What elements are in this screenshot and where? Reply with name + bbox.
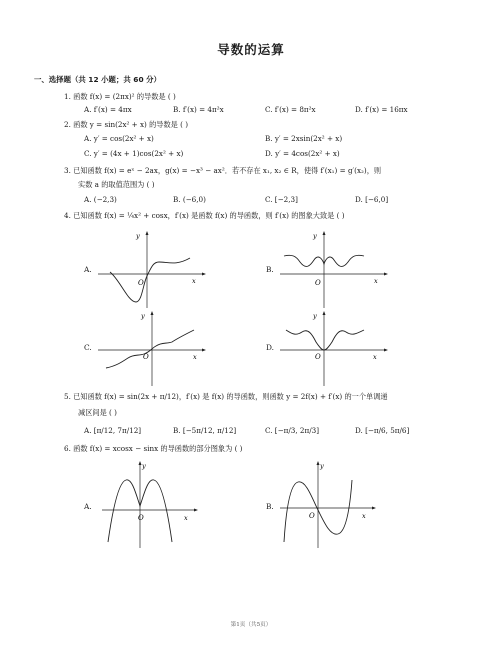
q4-graph-c[interactable] xyxy=(96,308,208,388)
axis-x-label: x xyxy=(192,277,196,285)
axis-x-label: x xyxy=(193,353,197,361)
q1-option-c[interactable]: C. f′(x) = 8π²x xyxy=(265,105,316,114)
q2-option-c[interactable]: C. y′ = (4x + 1)cos(2x² + x) xyxy=(84,149,184,158)
q4-stem: 4. 已知函数 f(x) = ¼x² + cosx，f′(x) 是函数 f(x) 的导函数，则 f′(x) 的图象大致是 ( ) xyxy=(64,211,345,220)
q4-label-a[interactable]: A. xyxy=(84,265,92,274)
axis-origin-label: O xyxy=(138,279,144,287)
q1-option-a[interactable]: A. f′(x) = 4πx xyxy=(84,105,132,114)
q4-label-b[interactable]: B. xyxy=(266,265,274,274)
q6-graph-b[interactable] xyxy=(278,458,378,550)
q6-label-a[interactable]: A. xyxy=(84,502,92,511)
axis-x-label: x xyxy=(362,512,366,520)
axis-x-label: x xyxy=(374,277,378,285)
axis-origin-label: O xyxy=(315,279,321,287)
q3-option-b[interactable]: B. (−6,0) xyxy=(173,195,206,204)
axis-y-label: y xyxy=(142,462,146,470)
axis-x-label: x xyxy=(373,353,377,361)
q3-stem-line2: 实数 a 的取值范围为 ( ) xyxy=(78,180,155,189)
q6-label-b[interactable]: B. xyxy=(266,502,274,511)
q5-stem-line1: 5. 已知函数 f(x) = sin(2x + π/12)，f′(x) 是 f(x) 的导函数，则函数 y = 2f(x) + f′(x) 的一个单调递 xyxy=(64,392,388,401)
q5-option-a[interactable]: A. [π/12, 7π/12] xyxy=(84,426,142,435)
q4-graph-b[interactable] xyxy=(278,228,390,310)
section-heading: 一、选择题（共 12 小题；共 60 分） xyxy=(34,75,161,84)
q3-option-d[interactable]: D. [−6,0] xyxy=(355,195,389,204)
axis-y-label: y xyxy=(136,232,140,240)
q5-option-b[interactable]: B. [−5π/12, π/12] xyxy=(173,426,237,435)
q3-stem-line1: 3. 已知函数 f(x) = eˣ − 2ax，g(x) = −x³ − ax²．若不存在 x₁, x₂ ∈ R，使得 f′(x₁) = g′(x₂)，则 xyxy=(64,166,382,175)
axis-origin-label: O xyxy=(315,353,321,361)
axis-y-label: y xyxy=(313,232,317,240)
q1-stem: 1. 函数 f(x) = (2πx)² 的导数是 ( ) xyxy=(64,92,176,101)
page-footer: 第1页（共5页） xyxy=(230,622,272,628)
q6-graph-a[interactable] xyxy=(100,458,200,550)
axis-y-label: y xyxy=(320,462,324,470)
axis-x-label: x xyxy=(184,514,188,522)
axis-origin-label: O xyxy=(138,514,144,522)
axis-origin-label: O xyxy=(143,353,149,361)
q2-option-a[interactable]: A. y′ = cos(2x² + x) xyxy=(84,134,154,143)
axis-y-label: y xyxy=(313,312,317,320)
q2-stem: 2. 函数 y = sin(2x² + x) 的导数是 ( ) xyxy=(64,120,189,129)
q4-label-d[interactable]: D. xyxy=(266,343,275,352)
q2-option-d[interactable]: D. y′ = 4cos(2x² + x) xyxy=(265,149,340,158)
q1-option-b[interactable]: B. f′(x) = 4π²x xyxy=(173,105,224,114)
axis-origin-label: O xyxy=(309,512,315,520)
q2-option-b[interactable]: B. y′ = 2xsin(2x² + x) xyxy=(265,134,343,143)
q4-graph-a[interactable] xyxy=(96,228,208,310)
q6-stem: 6. 函数 f(x) = xcosx − sinx 的导函数的部分图象为 ( ) xyxy=(64,444,243,453)
q3-option-a[interactable]: A. (−2,3) xyxy=(84,195,117,204)
q5-option-d[interactable]: D. [−π/6, 5π/6] xyxy=(355,426,410,435)
q5-stem-line2: 减区间是 ( ) xyxy=(78,408,117,417)
q5-option-c[interactable]: C. [−π/3, 2π/3] xyxy=(265,426,320,435)
page-title: 导数的运算 xyxy=(217,42,285,57)
q3-option-c[interactable]: C. [−2,3] xyxy=(265,195,298,204)
axis-y-label: y xyxy=(141,312,145,320)
q4-graph-d[interactable] xyxy=(278,308,390,388)
q1-option-d[interactable]: D. f′(x) = 16πx xyxy=(355,105,408,114)
q4-label-c[interactable]: C. xyxy=(84,343,92,352)
